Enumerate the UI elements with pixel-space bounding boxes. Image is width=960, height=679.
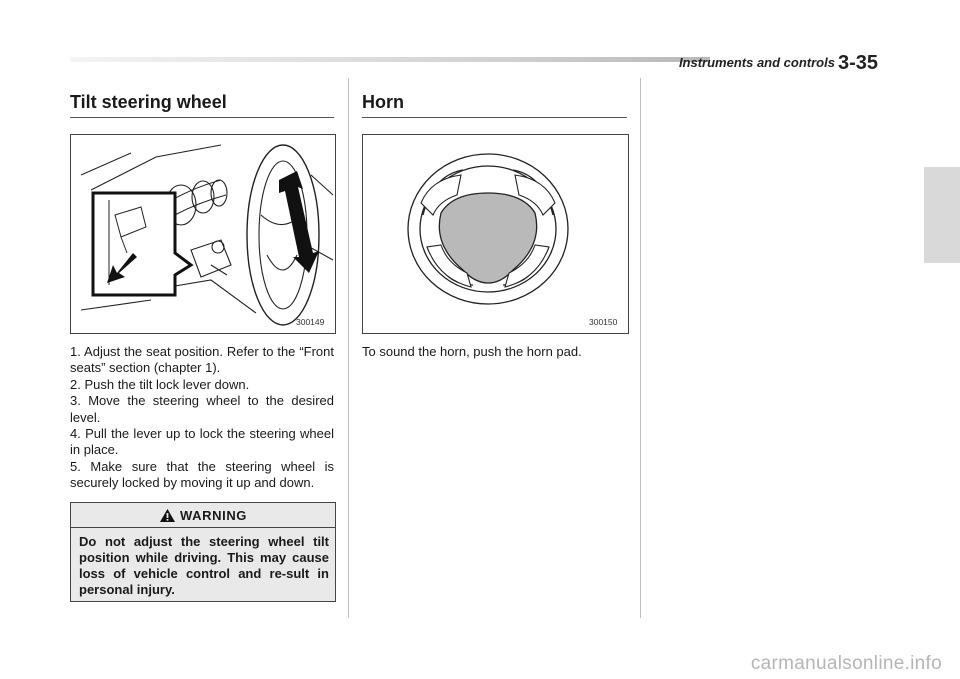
step-4: 4. Pull the lever up to lock the steering wheel in place.	[70, 426, 334, 458]
warning-text: Do not adjust the steering wheel tilt position while driving. This may cause loss of vehicle control and re-sult in personal injury.	[79, 534, 329, 597]
horn-instructions	[362, 344, 632, 360]
tilt-steering-instructions	[70, 344, 334, 492]
warning-label: WARNING	[179, 507, 248, 523]
chapter-tab	[924, 167, 960, 263]
tilt-steering-section	[70, 92, 334, 118]
horn-heading: Horn	[362, 92, 627, 118]
running-header	[679, 50, 878, 73]
tilt-steering-illustration	[71, 135, 335, 333]
step-2: 2. Push the tilt lock lever down.	[70, 376, 250, 392]
tilt-steering-figure	[70, 134, 336, 334]
tilt-figure-code: 300149	[296, 317, 325, 327]
step-1: 1. Adjust the seat position. Refer to the “Front seats” section (chapter 1).	[70, 344, 334, 376]
column-divider-right	[640, 78, 641, 618]
warning-header	[71, 503, 335, 528]
horn-figure	[362, 134, 629, 334]
warning-triangle-icon	[159, 508, 176, 523]
column-divider-left	[348, 78, 349, 618]
step-3: 3. Move the steering wheel to the desired level.	[70, 393, 334, 425]
horn-figure-code: 300150	[589, 317, 618, 327]
page-number: 3-35	[837, 52, 878, 74]
horn-text: To sound the horn, push the horn pad.	[362, 344, 582, 359]
horn-section	[362, 92, 627, 118]
step-5: 5. Make sure that the steering wheel is securely locked by moving it up and down.	[70, 458, 334, 491]
warning-box	[70, 502, 336, 602]
watermark: carmanualsonline.info	[750, 653, 942, 674]
section-title: Instruments and controls	[678, 55, 835, 70]
horn-illustration	[363, 135, 628, 333]
tilt-steering-heading: Tilt steering wheel	[70, 92, 334, 118]
header-rule	[70, 57, 710, 62]
